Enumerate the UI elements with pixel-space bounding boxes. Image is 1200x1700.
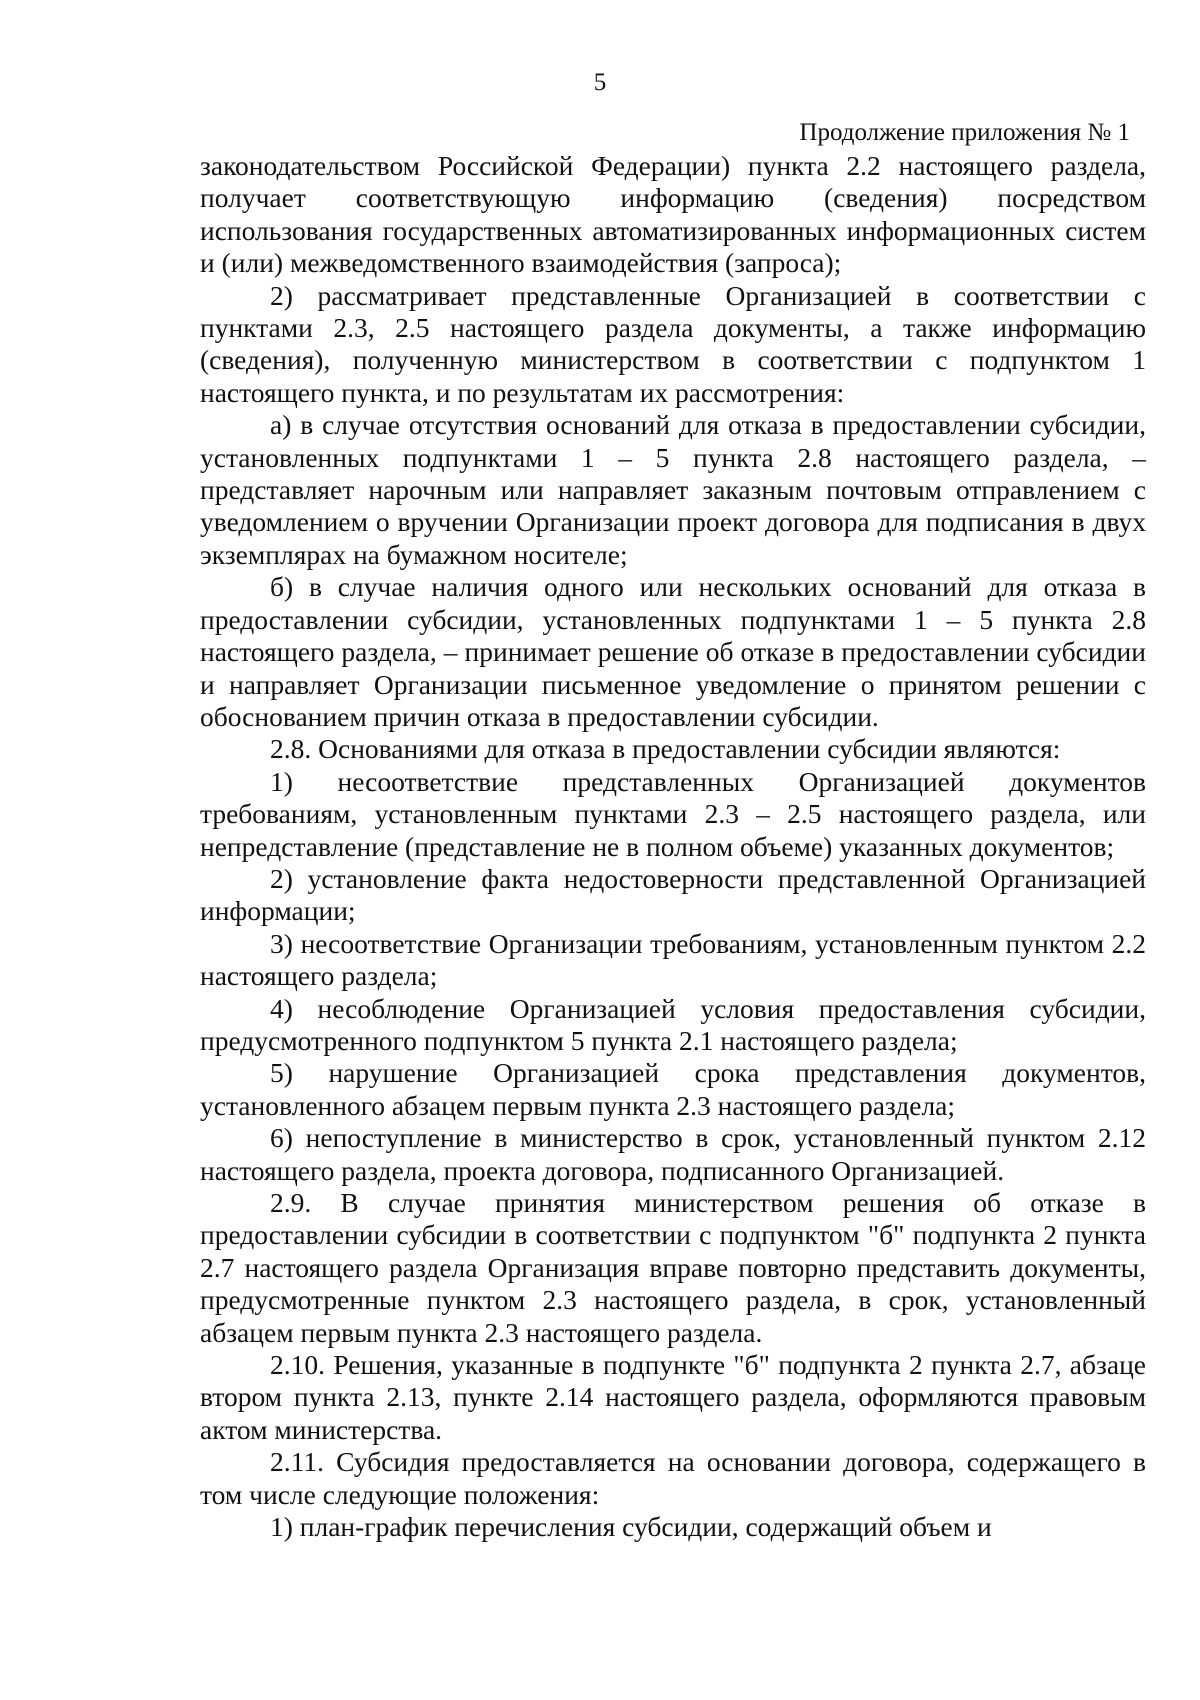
list-item: 4) несоблюдение Организацией условия предоставления субсидии, предусмотренного подпунктом 5 пункта 2.1 настоящего раздела; bbox=[200, 992, 1146, 1056]
paragraph: 2.9. В случае принятия министерством решения об отказе в предоставлении субсидии в соответствии с подпунктом "б" подпункта 2 пункта 2.7 настоящего раздела Организация вправе повторно представить документы, предусмотренные пунктом 2.3 настоящего раздела, в срок, установленный абзацем первым пункта 2.3 настоящего раздела. bbox=[200, 1187, 1146, 1348]
paragraph: 2.11. Субсидия предоставляется на основании договора, содержащего в том числе следующие положения: bbox=[200, 1446, 1146, 1510]
document-body bbox=[200, 150, 1146, 1543]
paragraph: б) в случае наличия одного или нескольких оснований для отказа в предоставлении субсидии, установленных подпунктами 1 – 5 пункта 2.8 настоящего раздела, – принимает решение об отказе в предоставлении субсидии и направляет Организации письменное уведомление о принятом решении с обоснованием причин отказа в предоставлении субсидии. bbox=[200, 571, 1146, 732]
list-item: 3) несоответствие Организации требованиям, установленным пунктом 2.2 настоящего раздела; bbox=[200, 927, 1146, 992]
paragraph: законодательством Российской Федерации) пункта 2.2 настоящего раздела, получает соответствующую информацию (сведения) посредством использования государственных автоматизированных информационных систем и (или) межведомственного взаимодействия (запроса); bbox=[200, 150, 1146, 279]
section-heading-paragraph: 2.8. Основаниями для отказа в предоставлении субсидии являются: bbox=[270, 733, 1061, 765]
appendix-continuation-label: Продолжение приложения № 1 bbox=[799, 119, 1130, 146]
paragraph: а) в случае отсутствия оснований для отказа в предоставлении субсидии, установленных подпунктами 1 – 5 пункта 2.8 настоящего раздела, – представляет нарочным или направляет заказным почтовым отправлением с уведомлением о вручении Организации проект договора для подписания в двух экземплярах на бумажном носителе; bbox=[200, 409, 1146, 570]
page-number: 5 bbox=[593, 69, 607, 96]
list-item: 5) нарушение Организацией срока представления документов, установленного абзацем первым пункта 2.3 настоящего раздела; bbox=[200, 1057, 1146, 1121]
list-item: 2) установление факта недостоверности представленной Организацией информации; bbox=[200, 862, 1146, 927]
list-item: 1) несоответствие представленных Организацией документов требованиям, установленным пунктами 2.3 – 2.5 настоящего раздела, или непредставление (представление не в полном объеме) указанных документов; bbox=[200, 765, 1146, 862]
paragraph: 2.10. Решения, указанные в подпункте "б" подпункта 2 пункта 2.7, абзаце втором пункта 2.13, пункте 2.14 настоящего раздела, оформляются правовым актом министерства. bbox=[200, 1349, 1146, 1445]
list-item: 1) план-график перечисления субсидии, содержащий объем и bbox=[270, 1511, 992, 1543]
paragraph: 2) рассматривает представленные Организацией в соответствии с пунктами 2.3, 2.5 настоящего раздела документы, а также информацию (сведения), полученную министерством в соответствии с подпунктом 1 настоящего пункта, и по результатам их рассмотрения: bbox=[200, 279, 1146, 408]
list-item: 6) непоступление в министерство в срок, установленный пунктом 2.12 настоящего раздела, проекта договора, подписанного Организацией. bbox=[200, 1122, 1146, 1186]
